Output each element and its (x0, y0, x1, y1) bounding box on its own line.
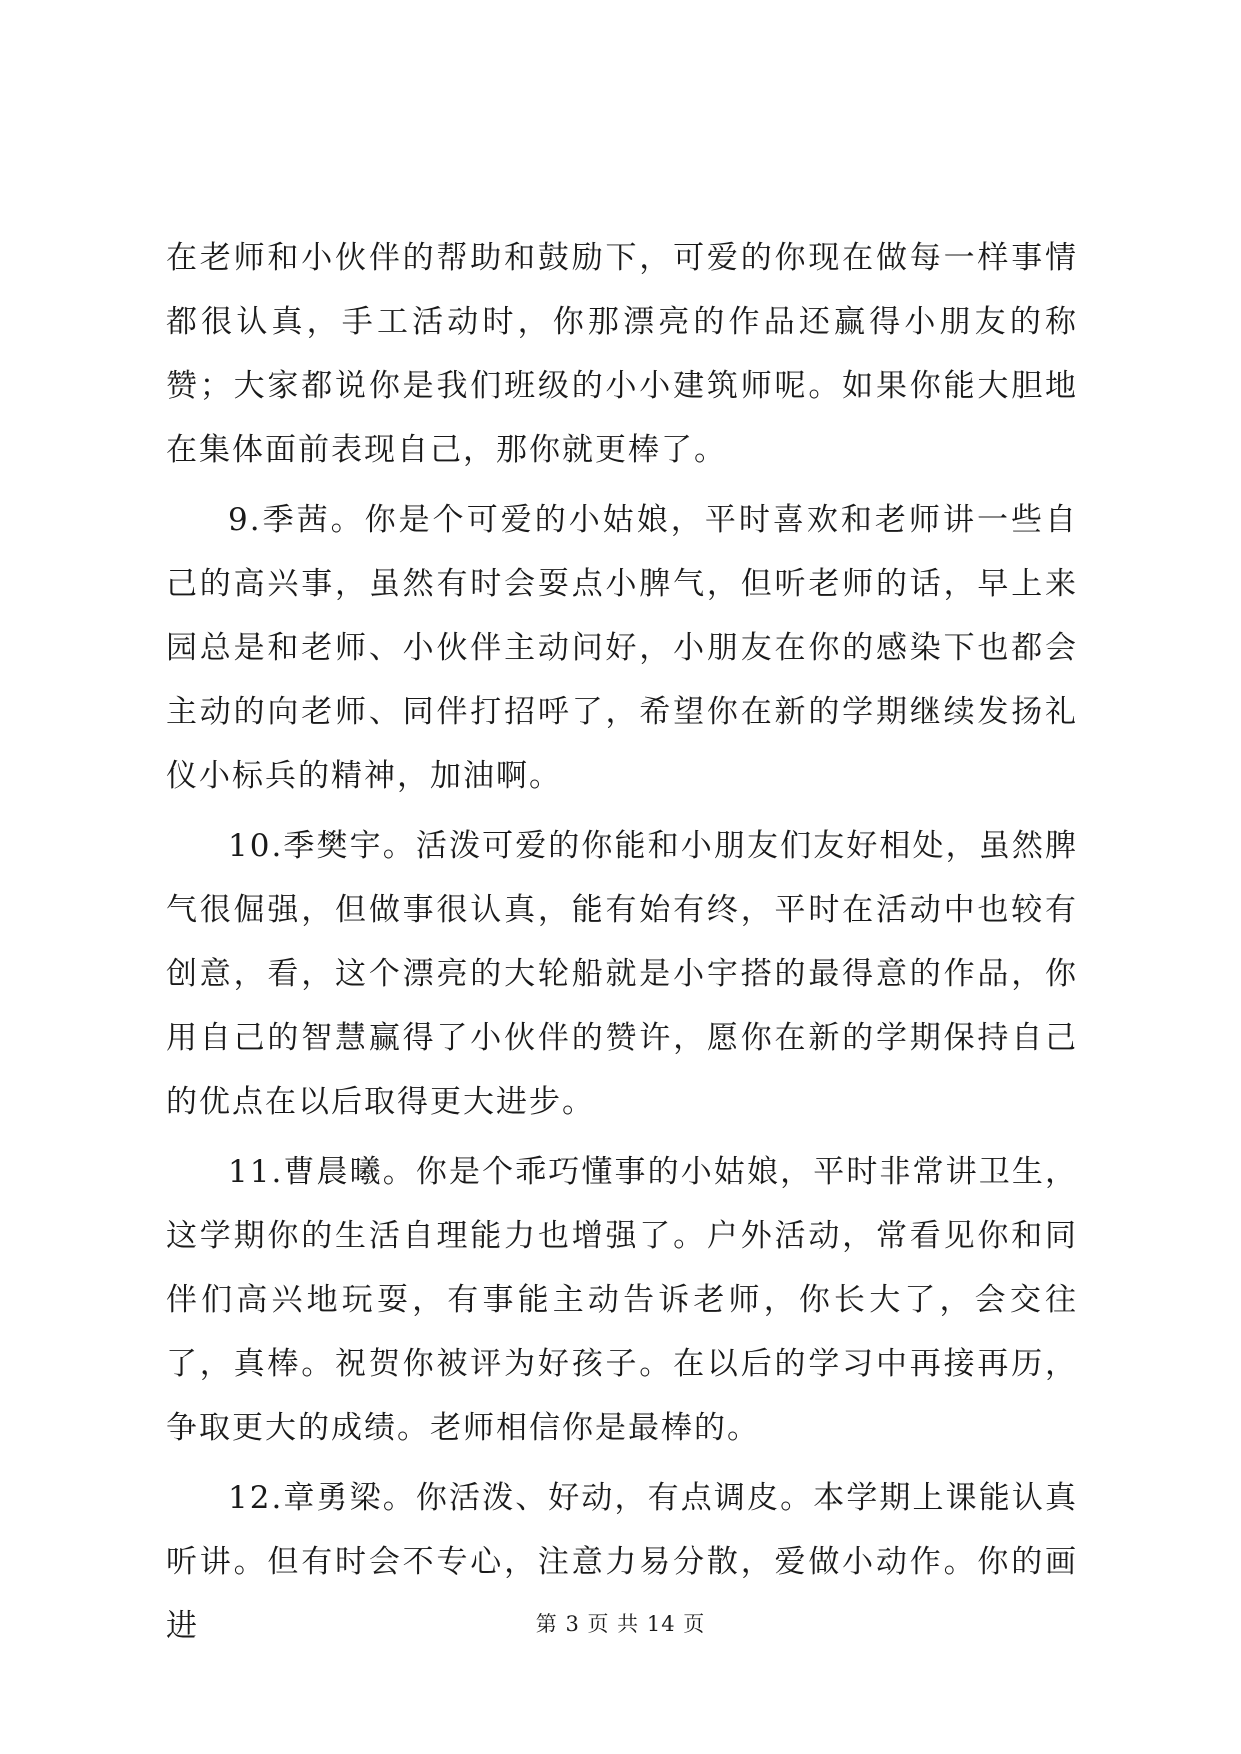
paragraph-continuation: 在老师和小伙伴的帮助和鼓励下，可爱的你现在做每一样事情都很认真，手工活动时，你那漂亮的作品还赢得小朋友的称赞；大家都说你是我们班级的小小建筑师呢。如果你能大胆地在集体面前表现自己，那你就更棒了。 (166, 240, 1078, 468)
paragraph-item-9: 9.季茜。你是个可爱的小姑娘，平时喜欢和老师讲一些自己的高兴事，虽然有时会耍点小脾气，但听老师的话，早上来园总是和老师、小伙伴主动问好，小朋友在你的感染下也都会主动的向老师、同伴打招呼了，希望你在新的学期继续发扬礼仪小标兵的精神，加油啊。 (166, 502, 1078, 794)
paragraph-item-11: 11.曹晨曦。你是个乖巧懂事的小姑娘，平时非常讲卫生，这学期你的生活自理能力也增强了。户外活动，常看见你和同伴们高兴地玩耍，有事能主动告诉老师，你长大了，会交往了，真棒。祝贺你被评为好孩子。在以后的学习中再接再历，争取更大的成绩。老师相信你是最棒的。 (166, 1154, 1078, 1446)
paragraph-item-12: 12.章勇梁。你活泼、好动，有点调皮。本学期上课能认真听讲。但有时会不专心，注意力易分散，爱做小动作。你的画进 (166, 1480, 1078, 1644)
paragraph-item-10: 10.季樊宇。活泼可爱的你能和小朋友们友好相处，虽然脾气很倔强，但做事很认真，能有始有终，平时在活动中也较有创意，看，这个漂亮的大轮船就是小宇搭的最得意的作品，你用自己的智慧赢得了小伙伴的赞许，愿你在新的学期保持自己的优点在以后取得更大进步。 (166, 828, 1078, 1120)
document-body (166, 226, 1078, 1658)
page-number-footer: 第 3 页 共 14 页 (535, 1612, 706, 1636)
